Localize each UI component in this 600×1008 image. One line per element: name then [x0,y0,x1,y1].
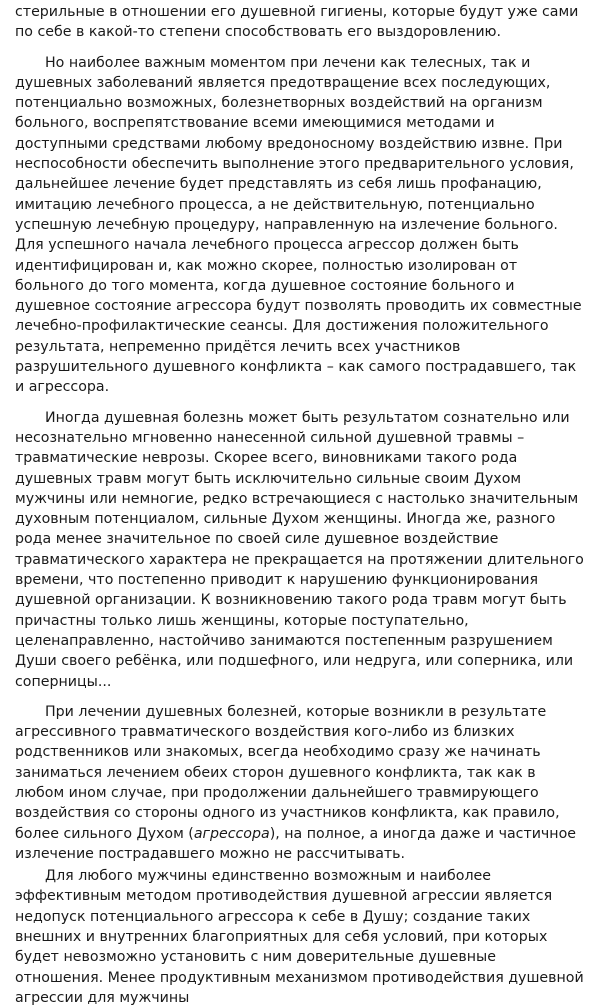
paragraph-text-before: При лечении душевных болезней, которые возникли в результате агрессивного травматического воздействия кого-либо из близких родственников или знакомых, всегда необходимо сразу же начинать заниматься лечением обеих сторон душевного конфликта, так как в любом ином случае, при продолжении дальнейшего травмирующего воздействия со стороны одного из участников конфликта, как правило, более сильного Духом ( [15,703,560,842]
paragraph-traumatic-neuroses: Иногда душевная болезнь может быть результатом сознательно или несознательно мгновенно нанесенной сильной душевной травмы – травматические неврозы. Скорее всего, виновниками такого рода душевных травм могут быть исключительно сильные своим Духом мужчины или немногие, редко встречающиеся с настолько значительным духовным потенциалом, сильные Духом женщины. Иногда же, разного рода менее значительное по своей силе душевное воздействие травматического характера не прекращается на протяжении длительного времени, что постепенно приводит к нарушению функционирования душевной организации. К возникновению такого рода травм могут быть причастны только лишь женщины, которые поступательно, целенаправленно, настойчиво занимаются постепенным разрушением Души своего ребёнка, или подшефного, или недруга, или соперника, или соперницы... [15,409,584,690]
paragraph-men-defense: Для любого мужчины единственно возможным и наиболее эффективным методом противодействия душевной агрессии является недопуск потенциального агрессора к себе в Душу; создание таких внешних и внутренних благоприятных для себя условий, при которых будет невозможно установить с ним доверительные душевные отношения. Менее продуктивным механизмом противодействия душевной агрессии для мужчины [15,868,584,1006]
paragraph-treatment-prevention: Но наиболее важным моментом при лечени как телесных, так и душевных заболеваний является предотвращение всех последующих, потенциально возможных, болезнетворных воздействий на организм больного, воспрепятствование всеми имеющимися методами и доступными средствами любому вредоносному воздействию извне. При неспособности обеспечить выполнение этого предварительного условия, дальнейшее лечение будет представлять из себя лишь профанацию, имитацию лечебного процесса, а не действительную, потенциально успешную лечебную процедуру, направленную на излечение больного. Для успешного начала лечебного процесса агрессор должен быть идентифицирован и, как можно скорее, полностью изолирован от больного до того момента, когда душевное состояние больного и душевное состояние агрессора будут позволять проводить их совместные лечебно-профилактические сеансы. Для достижения положительного результата, непременно придётся лечить всех участников разрушительного душевного конфликта – как самого пострадавшего, так и агрессора. [15,54,582,396]
paragraph-continuation: стерильные в отношении его душевной гигиены, которые будут уже сами по себе в какой-то степени способствовать его выздоровлению. [15,4,579,41]
italic-term-aggressor: агрессора [193,825,270,842]
document-page [15,2,587,1008]
paragraph-treatment-both-sides [15,702,587,864]
paragraph-text-after: ), на полное, а иногда даже и частичное излечение пострадавшего можно не рассчитывать. [15,825,576,862]
